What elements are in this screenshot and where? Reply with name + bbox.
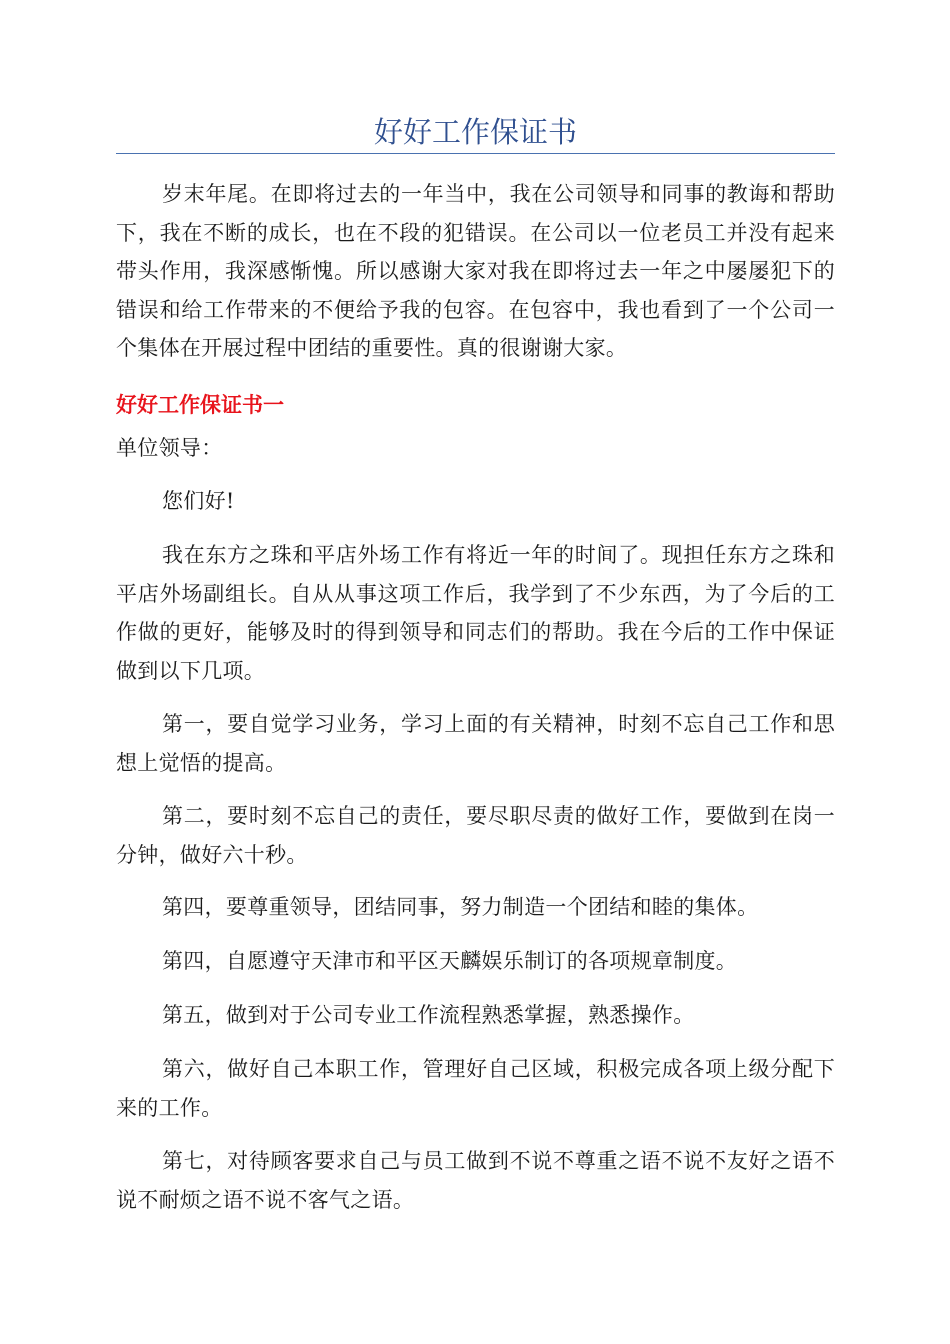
- body-paragraph: 第四，自愿遵守天津市和平区天麟娱乐制订的各项规章制度。: [162, 949, 738, 973]
- body-paragraph: 第二，要时刻不忘自己的责任，要尽职尽责的做好工作，要做到在岗一分钟，做好六十秒。: [116, 804, 835, 867]
- greeting: 您们好!: [162, 489, 235, 513]
- salutation: 单位领导：: [116, 436, 223, 460]
- page-title: 好好工作保证书: [373, 115, 577, 149]
- title-underline: [116, 153, 835, 154]
- body-paragraph: 我在东方之珠和平店外场工作有将近一年的时间了。现担任东方之珠和平店外场副组长。自从从事这项工作后，我学到了不少东西，为了今后的工作做的更好，能够及时的得到领导和同志们的帮助。我在今后的工作中保证做到以下几项。: [116, 543, 835, 683]
- body-paragraph: 第五，做到对于公司专业工作流程熟悉掌握，熟悉操作。: [162, 1003, 695, 1027]
- body-paragraph: 第一，要自觉学习业务，学习上面的有关精神，时刻不忘自己工作和思想上觉悟的提高。: [116, 712, 835, 775]
- body-paragraph: 第四，要尊重领导，团结同事，努力制造一个团结和睦的集体。: [162, 895, 759, 919]
- section-heading: 好好工作保证书一: [116, 393, 284, 417]
- body-paragraph: 第七，对待顾客要求自己与员工做到不说不尊重之语不说不友好之语不说不耐烦之语不说不客气之语。: [116, 1149, 835, 1212]
- intro-paragraph: 岁末年尾。在即将过去的一年当中，我在公司领导和同事的教诲和帮助下，我在不断的成长，也在不段的犯错误。在公司以一位老员工并没有起来带头作用，我深感惭愧。所以感谢大家对我在即将过去一年之中屡屡犯下的错误和给工作带来的不便给予我的包容。在包容中，我也看到了一个公司一个集体在开展过程中团结的重要性。真的很谢谢大家。: [116, 182, 835, 360]
- body-paragraph: 第六，做好自己本职工作，管理好自己区域，积极完成各项上级分配下来的工作。: [116, 1057, 835, 1120]
